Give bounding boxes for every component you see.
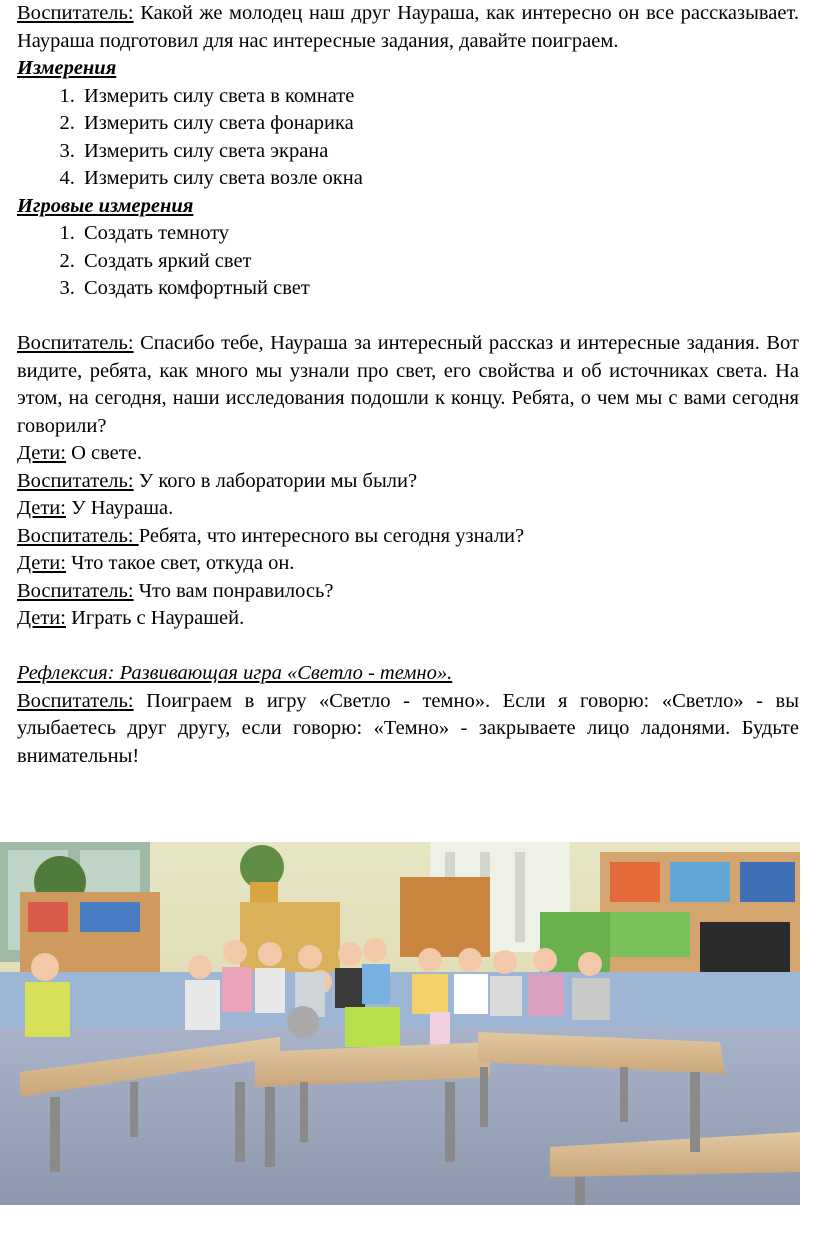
document-page — [17, 0, 799, 770]
dialog-line — [17, 523, 799, 551]
speaker-label: Воспитатель: — [17, 524, 139, 547]
intro-paragraph — [17, 0, 799, 55]
dialog-line — [17, 468, 799, 496]
dialog-text: У Наураша. — [65, 497, 174, 519]
speaker-label: Воспитатель: — [17, 579, 134, 602]
measurements-heading: Измерения — [17, 57, 117, 79]
dialog-line — [17, 550, 799, 578]
dialog-line — [17, 578, 799, 606]
speaker-label: Дети: — [17, 442, 66, 464]
speaker-label: Воспитатель: — [17, 689, 134, 712]
game-measurements-list — [17, 220, 799, 303]
classroom-photo — [0, 842, 800, 1205]
dialog-text: Играть с Наурашей. — [65, 607, 245, 629]
dialog-line — [17, 330, 799, 440]
speaker-label: Воспитатель: — [17, 332, 134, 354]
spacer — [17, 633, 799, 661]
dialog-text: О свете. — [65, 442, 142, 464]
speaker-label: Дети: — [17, 552, 66, 574]
dialog-text: Спасибо тебе, Наураша за интересный рассказ и интересные задания. Вот видите, ребята, как много мы узнали про свет, его свойства и об источниках света. На этом, на сегодня, наши исследования подошли к концу. Ребята, о чем мы с вами сегодня говорили? — [17, 332, 799, 437]
list-item: 2. Создать яркий свет — [80, 248, 799, 276]
dialog-text: Что такое свет, откуда он. — [65, 552, 295, 574]
dialog-text: Ребята, что интересного вы сегодня узнали? — [138, 524, 525, 547]
list-item: 3. Создать комфортный свет — [80, 275, 799, 303]
reflection-text: Поиграем в игру «Светло - темно». Если я говорю: «Светло» - вы улыбаетесь друг другу, если говорю: «Темно» - закрываете лицо ладонями. Будьте внимательны! — [17, 689, 799, 767]
speaker-label: Воспитатель: — [17, 2, 134, 24]
reflection-paragraph — [17, 688, 799, 771]
list-item: 2. Измерить силу света фонарика — [80, 110, 799, 138]
speaker-label: Дети: — [17, 497, 66, 519]
speaker-label: Воспитатель: — [17, 469, 134, 492]
classroom-photo-illustration — [0, 842, 800, 1205]
intro-text: Какой же молодец наш друг Наураша, как интересно он все рассказывает. Наураша подготовил для нас интересные задания, давайте поиграем. — [17, 2, 799, 52]
reflection-title-text: Рефлексия: Развивающая игра «Светло - темно». — [17, 662, 453, 684]
speaker-label: Дети: — [17, 607, 66, 629]
game-measurements-heading: Игровые измерения — [17, 194, 194, 217]
dialog-text: У кого в лаборатории мы были? — [133, 469, 418, 492]
list-item: 1. Создать темноту — [80, 220, 799, 248]
measurements-list — [17, 83, 799, 193]
dialog-line — [17, 605, 799, 633]
spacer — [17, 303, 799, 331]
list-item: 4. Измерить силу света возле окна — [80, 165, 799, 193]
dialog-text: Что вам понравилось? — [133, 579, 334, 602]
list-item: 1. Измерить силу света в комнате — [80, 83, 799, 111]
list-item: 3. Измерить силу света экрана — [80, 138, 799, 166]
dialog-line — [17, 440, 799, 468]
reflection-title — [17, 660, 799, 688]
dialog-line — [17, 495, 799, 523]
